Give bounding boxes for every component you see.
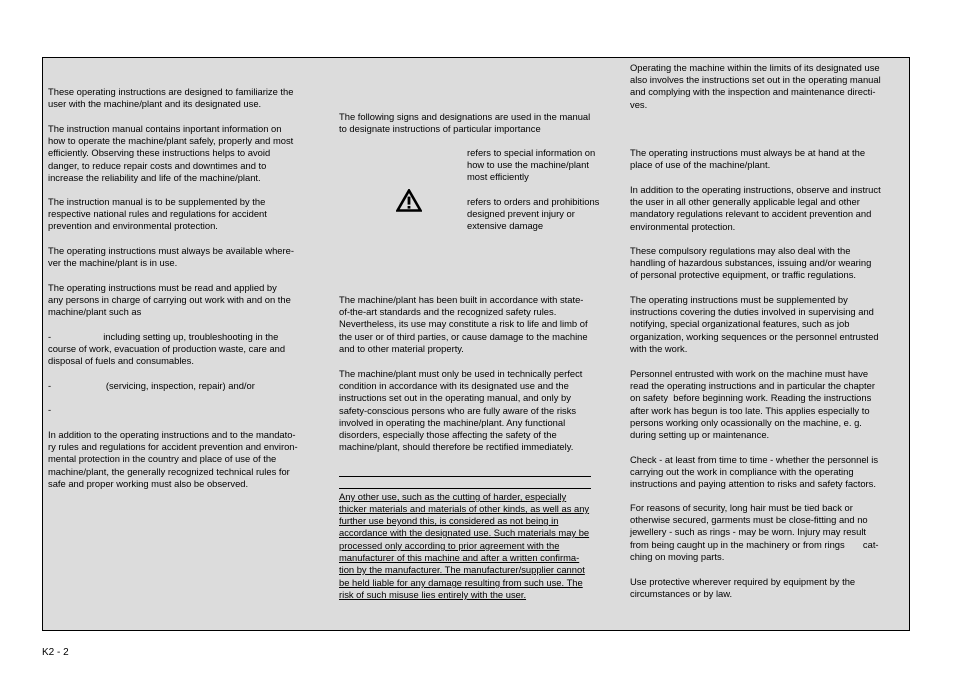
- col2-paragraph-1: The machine/plant has been built in accordance with state- of-the-art standards and the recognized safety rules. Nevertheless, its use may constitute a risk to life and limb of the user or of third parties, or cause damage to the machine and to other material property.: [339, 294, 588, 354]
- col3-paragraph-9: Use protective wherever required by equipment by the circumstances or by law.: [630, 576, 856, 600]
- col2-intro: The following signs and designations are used in the manual to designate instructions of particular importance: [339, 111, 591, 135]
- col3-paragraph-5: The operating instructions must be supplemented by instructions covering the duties involved in supervising and notifying, special organizational features, such as job organization, working sequences or the personnel entrusted with the work.: [630, 294, 879, 354]
- sign-warning-description: refers to orders and prohibitions designed prevent injury or extensive damage: [467, 196, 600, 232]
- col1-paragraph-6: In addition to the operating instructions and to the mandato- ry rules and regulations for accident prevention and environ- mental protection in the country and place of use of the machine/plant, the generally recognized technical rules for safe and proper working must also be observed.: [48, 429, 298, 489]
- col3-paragraph-2: The operating instructions must always be at hand at the place of use of the machine/plant.: [630, 147, 866, 171]
- misuse-line: accordance with the designated use. Such materials may be: [339, 527, 590, 538]
- col3-paragraph-3: In addition to the operating instructions, observe and instruct the user in all other generally applicable legal and other mandatory regulations relevant to accident prevention and environmental protection.: [630, 184, 881, 232]
- misuse-line: tion by the manufacturer. The manufacturer/supplier cannot: [339, 564, 585, 575]
- misuse-line: processed only according to prior agreement with the: [339, 540, 560, 551]
- misuse-line: be held liable for any damage resulting from such use. The: [339, 577, 583, 588]
- col1-paragraph-3: The instruction manual is to be supplemented by the respective national rules and regulations for accident prevention and environmental protection.: [48, 196, 267, 232]
- col1-list-item-1: - including setting up, troubleshooting in the course of work, evacuation of production waste, care and disposal of fuels and consumables.: [48, 331, 286, 367]
- warning-triangle-icon: [396, 189, 422, 212]
- misuse-line: thicker materials and materials of other kinds, as well as any: [339, 503, 590, 514]
- col3-paragraph-4: These compulsory regulations may also deal with the handling of hazardous substances, issuing and/or wearing of personal protective equipment, or traffic regulations.: [630, 245, 872, 281]
- col3-paragraph-8: For reasons of security, long hair must be tied back or otherwise secured, garments must be close-fitting and no jewellery - such as rings - may be worn. Injury may result from being caught up in the machinery or from rings cat- ching on moving parts.: [630, 502, 879, 562]
- col1-paragraph-5: The operating instructions must be read and applied by any persons in charge of carrying out work with and on the machine/plant such as: [48, 282, 291, 318]
- col3-paragraph-1: Operating the machine within the limits of its designated use also involves the instructions set out in the operating manual and complying with the inspection and maintenance directi- ves.: [630, 62, 881, 110]
- col1-list-item-2: - (servicing, inspection, repair) and/or: [48, 380, 255, 391]
- sign-info-description: refers to special information on how to use the machine/plant most efficiently: [467, 147, 596, 183]
- misuse-line: manufacturer of this machine and after a written confirma-: [339, 552, 580, 563]
- col1-list-item-3: -: [48, 404, 52, 415]
- divider-line: [339, 488, 591, 489]
- misuse-line: risk of such misuse lies entirely with the user.: [339, 589, 527, 600]
- misuse-line: Any other use, such as the cutting of harder, especially: [339, 491, 567, 502]
- col2-paragraph-2: The machine/plant must only be used in technically perfect condition in accordance with its designated use and the instructions set out in the operating manual, and only by safety-conscious persons who are fully aware of the risks involved in operating the machine/plant. Any functional disorders, especially those affecting the safety of the machine/plant, should therefore be rectified immediately.: [339, 368, 583, 453]
- divider-line: [339, 476, 591, 477]
- col1-paragraph-2: The instruction manual contains inportant information on how to operate the machine/plant safely, properly and most efficiently. Observing these instructions helps to avoid danger, to reduce repair costs and downtimes and to increase the reliability and life of the machine/plant.: [48, 123, 294, 183]
- misuse-line: further use beyond this, is considered as not being in: [339, 515, 559, 526]
- col3-paragraph-6: Personnel entrusted with work on the machine must have read the operating instructions and in particular the chapter on safety before beginning work. Reading the instructions after work has begun is too late. This applies especially to persons working only ocassionally on the machine, e. g. during setting up or maintenance.: [630, 368, 875, 441]
- col1-paragraph-1: These operating instructions are designed to familiarize the user with the machine/plant and its designated use.: [48, 86, 294, 110]
- page-number: K2 - 2: [42, 647, 69, 658]
- col3-paragraph-7: Check - at least from time to time - whether the personnel is carrying out the work in compliance with the operating instructions and paying attention to risks and safety factors.: [630, 454, 879, 490]
- col1-paragraph-4: The operating instructions must always be available where- ver the machine/plant is in use.: [48, 245, 294, 269]
